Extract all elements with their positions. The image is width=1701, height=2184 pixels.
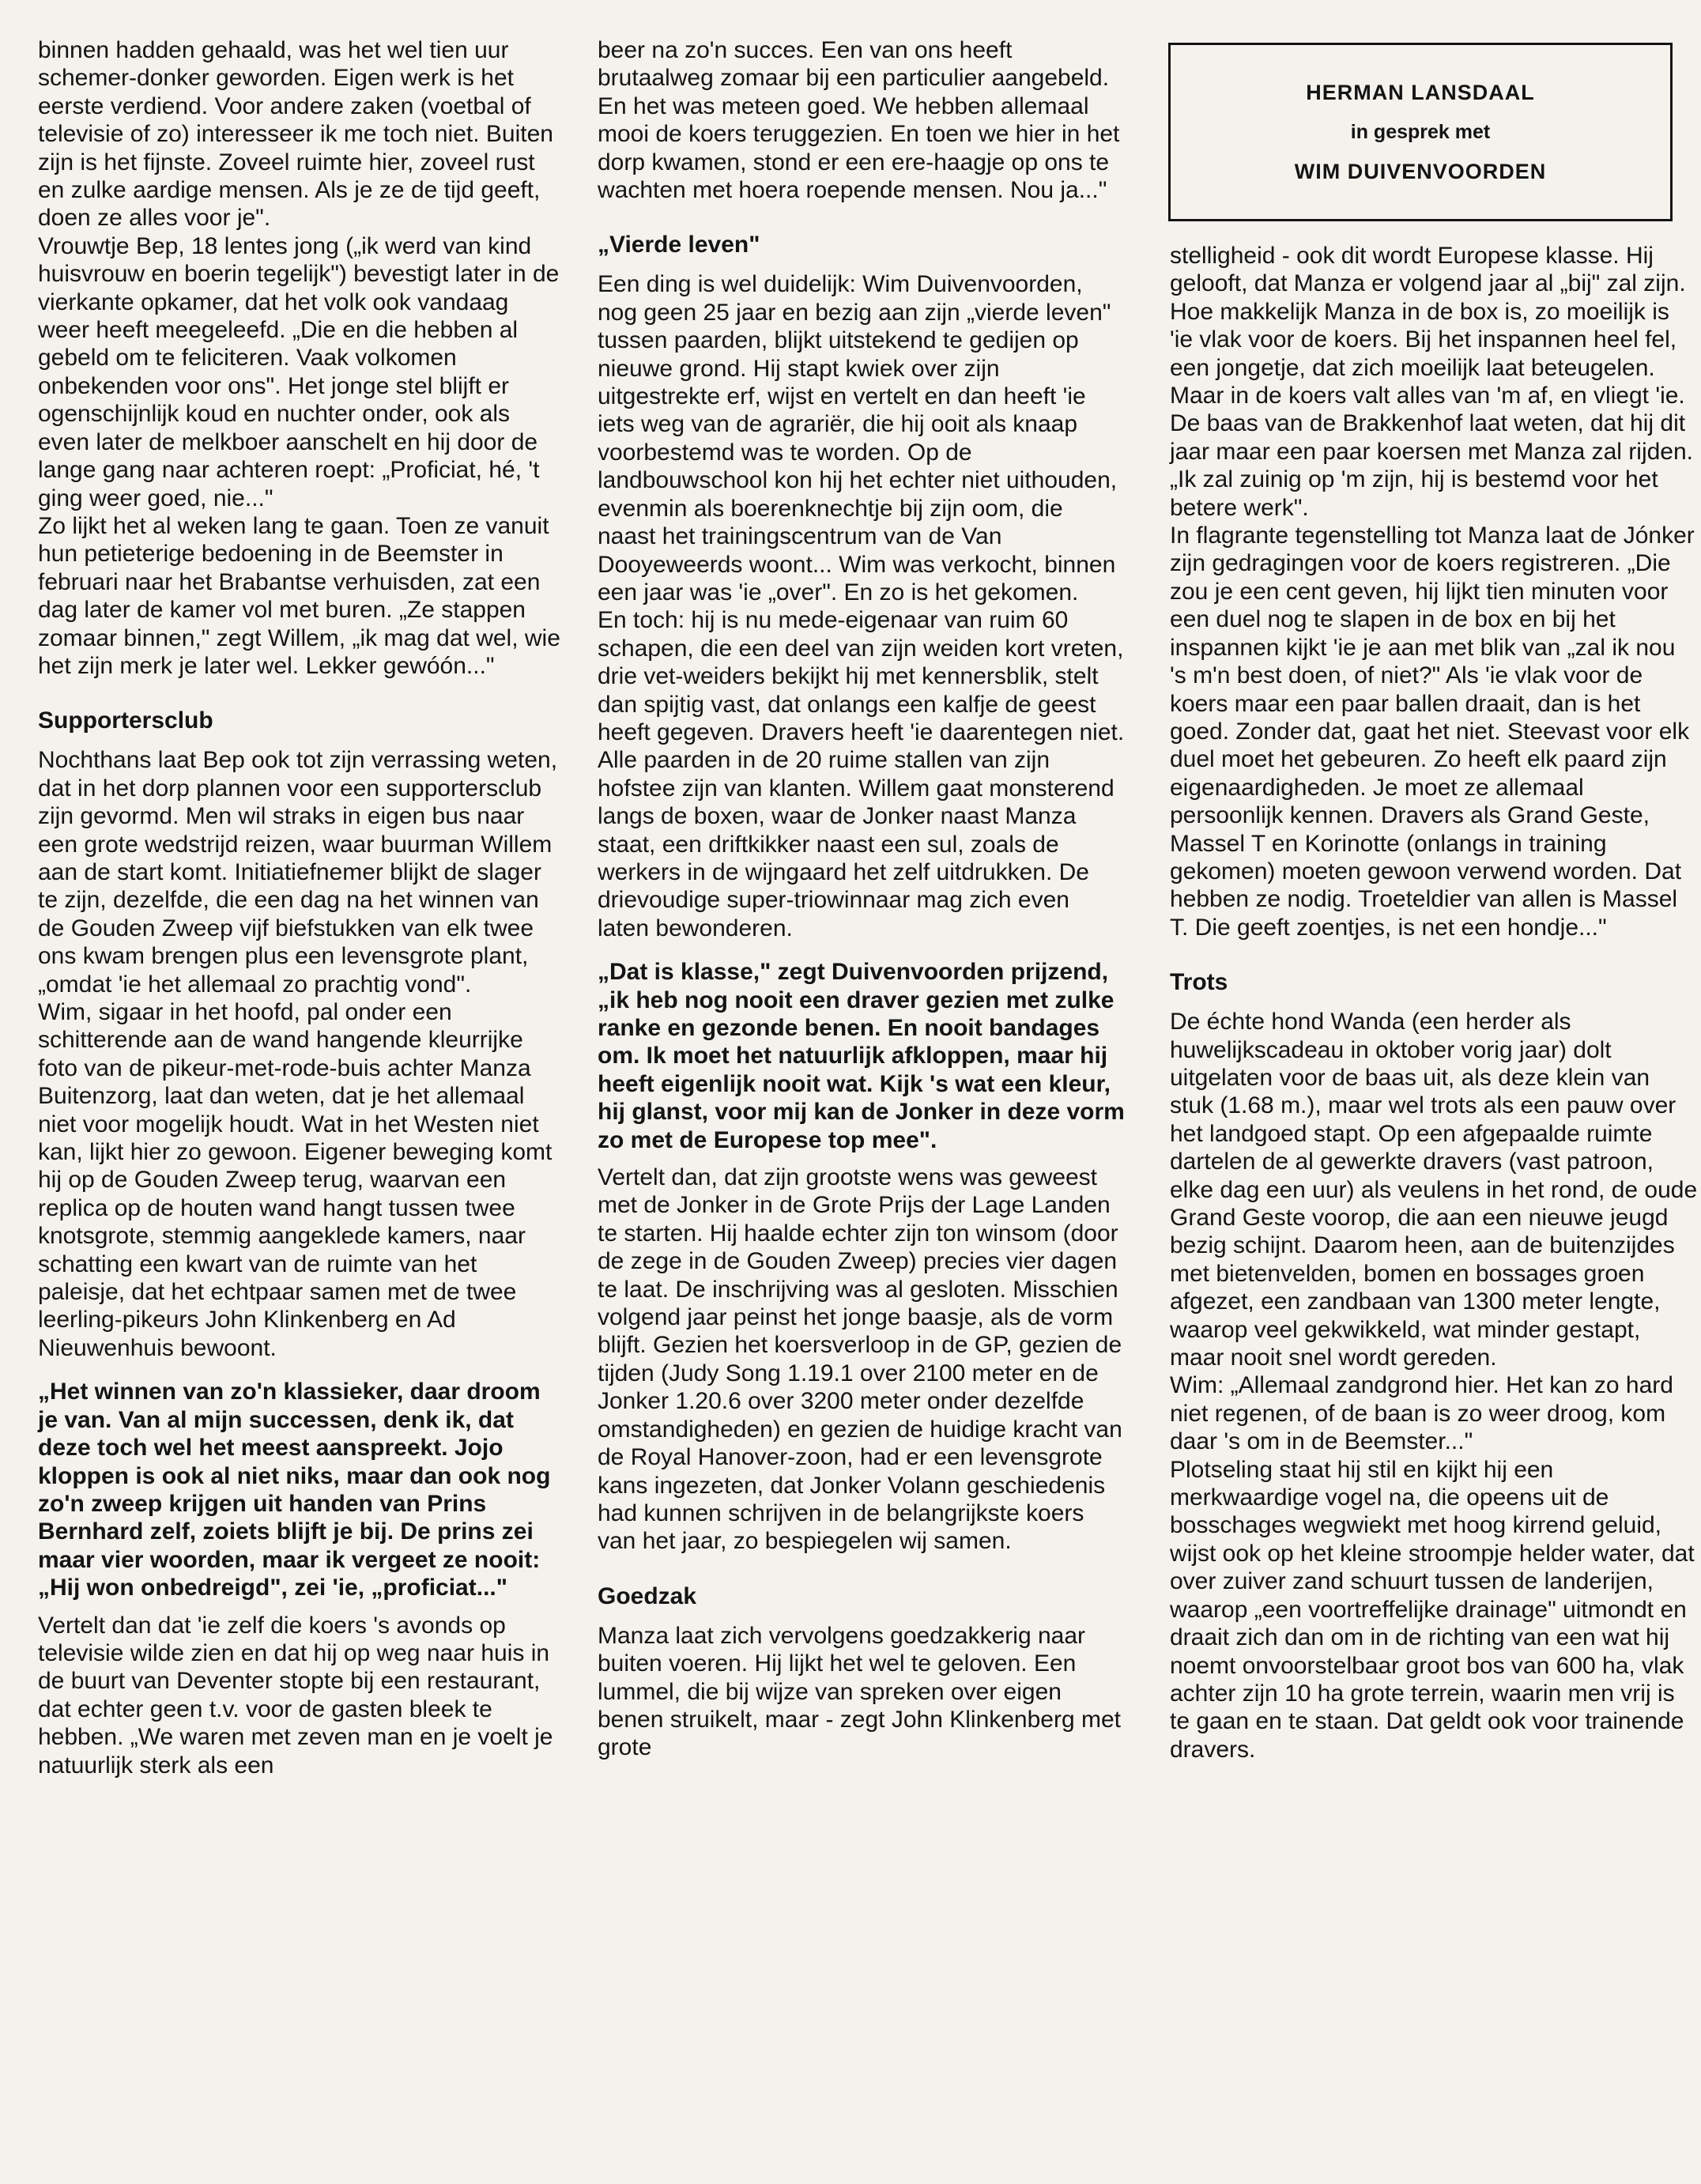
section-heading-goedzak: Goedzak bbox=[598, 1582, 697, 1609]
section-heading-vierde-leven: „Vierde leven" bbox=[598, 232, 760, 258]
paragraph: In flagrante tegenstelling tot Manza laat de Jónker zijn gedragingen voor de koers registreren. „Die zou je een cent geven, hij lijkt tien minuten voor een duel nog te slapen in de box en bij het inspannen kijkt 'ie je aan met blik van „zal ik nou 's m'n best doen, of niet?" Als 'ie vlak voor de koers maar een paar ballen draait, dan is het goed. Zonder dat, gaat het niet. Steevast voor elk duel moet het gebeuren. Zo heeft elk paard zijn eigenaardigheden. Je moet ze allemaal persoonlijk kennen. Dravers als Grand Geste, Massel T en Korinotte (onlangs in training gekomen) moeten gewoon verwend worden. Dat hebben ze nodig. Troeteldier van allen is Massel T. Die geeft zoentjes, is net een hondje..." bbox=[1170, 522, 1695, 941]
article-column-3 bbox=[1170, 242, 1698, 1763]
paragraph: En toch: hij is nu mede-eigenaar van ruim 60 schapen, die een deel van zijn weiden kort vreten, drie vet-weiders bekijkt hij met kennersblik, stelt dan spijtig vast, dat onlangs een kalfje de geest heeft gegeven. Dravers heeft 'ie daarentegen niet. Alle paarden in de 20 ruime stallen van zijn hofstee zijn van klanten. Willem gaat monsterend langs de boxen, waar de Jonker naast Manza staat, een driftkikker naast een sul, zoals de werkers in de wijngaard het zelf uitdrukken. De drievoudige super-triowinnaar mag zich even laten bewonderen. bbox=[598, 607, 1125, 941]
paragraph: De baas van de Brakkenhof laat weten, dat hij dit jaar maar een paar koersen met Manza zal rijden. „Ik zal zuinig op 'm zijn, hij is bestemd voor het betere werk". bbox=[1170, 410, 1693, 521]
interviewee-name: WIM DUIVENVOORDEN bbox=[1294, 160, 1547, 183]
article-title-box bbox=[1168, 43, 1673, 221]
paragraph: Vrouwtje Bep, 18 lentes jong („ik werd van kind huisvrouw en boerin tegelijk") bevestigt later in de vierkante opkamer, dat het volk ook vandaag weer heeft meegeleefd. „Die en die hebben al gebeld om te feliciteren. Vaak volkomen onbekenden voor ons". Het jonge stel blijft er ogenschijnlijk koud en nuchter onder, ook als even later de melkboer aanschelt en hij door de lange gang naar achteren roept: „Proficiat, hé, 't ging weer goed, nie..." bbox=[38, 232, 560, 511]
paragraph: Nochthans laat Bep ook tot zijn verrassing weten, dat in het dorp plannen voor een supportersclub zijn gevormd. Men wil straks in eigen bus naar een grote wedstrijd reizen, waar buurman Willem aan de start komt. Initiatiefnemer blijkt de slager te zijn, dezelfde, die een dag na het winnen van de Gouden Zweep vijf biefstukken van elk twee ons kwam brengen plus een levensgrote plant, „omdat 'ie het allemaal zo prachtig vond". bbox=[38, 747, 558, 998]
title-connector: in gesprek met bbox=[1350, 121, 1491, 143]
paragraph: Zo lijkt het al weken lang te gaan. Toen ze vanuit hun petieterige bedoening in de Beemster in februari naar het Brabantse verhuisden, zat een dag later de kamer vol met buren. „Ze stappen zomaar binnen," zegt Willem, „ik mag dat wel, wie het zijn merk je later wel. Lekker gewóón..." bbox=[38, 512, 560, 679]
section-heading-supportersclub: Supportersclub bbox=[38, 707, 213, 734]
paragraph: Hoe makkelijk Manza in de box is, zo moeilijk is 'ie vlak voor de koers. Bij het inspannen heel fel, een jongetje, dat zich moeilijk laat beteugelen. Maar in de koers valt alles van 'm af, en vliegt 'ie. bbox=[1170, 298, 1685, 409]
paragraph: De échte hond Wanda (een herder als huwelijkscadeau in oktober vorig jaar) dolt uitgelaten voor de baas uit, als deze klein van stuk (1.68 m.), maar wel trots als een pauw over het landgoed stapt. Op een afgepaalde ruimte dartelen de al gewerkte dravers (vast patroon, elke dag een uur) als veulens in het rond, de oude Grand Geste voorop, die aan een nieuwe jeugd bezig schijnt. Daarom heen, aan de buitenzijdes met bietenvelden, bomen en bossages groen afgezet, een zandbaan van 1300 meter lengte, waarop veel gekwikkeld, wat minder gestapt, maar nooit snel wordt gereden. bbox=[1170, 1009, 1698, 1371]
paragraph: Plotseling staat hij stil en kijkt hij een merkwaardige vogel na, die opeens uit de bosschages wegwiekt met hoog kirrend geluid, wijst ook op het kleine stroompje helder water, dat over zuiver zand schuurt tussen de landerijen, waarop „een voortreffelijke drainage" uitmondt en draait zich dan om in de richting van een wat hij noemt onvoorstelbaar groot bos van 600 ha, vlak achter zijn 10 ha grote terrein, waarin men vrij is te gaan en te staan. Dat geldt ook voor trainende dravers. bbox=[1170, 1456, 1695, 1763]
paragraph: Manza laat zich vervolgens goedzakkerig naar buiten voeren. Hij lijkt het wel te geloven. Een lummel, die bij wijze van spreken over eigen benen struikelt, maar - zegt John Klinkenberg met grote bbox=[598, 1622, 1122, 1761]
paragraph: Vertelt dan dat 'ie zelf die koers 's avonds op televisie wilde zien en dat hij op weg naar huis in de buurt van Deventer stopte bij een restaurant, dat echter geen t.v. voor de gasten bleek te hebben. „We waren met zeven man en je voelt je natuurlijk sterk als een bbox=[38, 1612, 553, 1779]
section-heading-trots: Trots bbox=[1170, 969, 1228, 996]
paragraph: Wim, sigaar in het hoofd, pal onder een schitterende aan de wand hangende kleurrijke foto van de pikeur-met-rode-buis achter Manza Buitenzorg, laat dan weten, dat je het allemaal niet voor mogelijk houdt. Wat in het Westen niet kan, lijkt hier zo gewoon. Eigener beweging komt hij op de Gouden Zweep terug, waarvan een replica op de houten wand hangt tussen twee knotsgrote, stemmig aangeklede kamers, naar schatting een kwart van de ruimte van het paleisje, dat het echtpaar samen met de twee leerling-pikeurs John Klinkenberg en Ad Nieuwenhuis bewoont. bbox=[38, 999, 553, 1361]
article-column-2 bbox=[598, 36, 1126, 1762]
paragraph: stelligheid - ook dit wordt Europese klasse. Hij gelooft, dat Manza er volgend jaar al „bij" zal zijn. bbox=[1170, 243, 1686, 297]
paragraph: Vertelt dan, dat zijn grootste wens was geweest met de Jonker in de Grote Prijs der Lage Landen te starten. Hij haalde echter zijn ton winsom (door de zege in de Gouden Zweep) precies vier dagen te laat. De inschrijving was al gesloten. Misschien volgend jaar peinst het jonge baasje, als de vorm blijft. Gezien het koersverloop in de GP, gezien de tijden (Judy Song 1.19.1 over 2100 meter en de Jonker 1.20.6 over 3200 meter onder dezelfde omstandigheden) en gezien de huidige kracht van de Royal Hanover-zoon, had er een levensgrote kans ingezeten, dat Jonker Volann geschiedenis had kunnen schrijven in de belangrijkste koers van het jaar, zo bespiegelen wij samen. bbox=[598, 1164, 1122, 1555]
bold-quote: „Het winnen van zo'n klassieker, daar droom je van. Van al mijn successen, denk ik, dat deze toch wel het meest aanspreekt. Jojo kloppen is ook al niet niks, maar dan ook nog zo'n zweep krijgen uit handen van Prins Bernhard zelf, zoiets blijft je bij. De prins zei maar vier woorden, maar ik vergeet ze nooit: „Hij won onbedreigd", zei 'ie, „proficiat..." bbox=[38, 1379, 551, 1601]
paragraph: Wim: „Allemaal zandgrond hier. Het kan zo hard niet regenen, of de baan is zo weer droog, kom daar 's om in de Beemster..." bbox=[1170, 1372, 1673, 1455]
paragraph: Een ding is wel duidelijk: Wim Duivenvoorden, nog geen 25 jaar en bezig aan zijn „vierde leven" tussen paarden, blijkt uitstekend te gedijen op nieuwe grond. Hij stapt kwiek over zijn uitgestrekte erf, wijst en vertelt en dan heeft 'ie iets weg van de agrariër, die hij ooit als knaap voorbestemd was te worden. Op de landbouwschool kon hij het echter niet uithouden, evenmin als boerenknechtje bij zijn oom, die naast het trainingscentrum van de Van Dooyeweerds woont... Wim was verkocht, binnen een jaar was 'ie „over". En zo is het gekomen. bbox=[598, 271, 1118, 605]
paragraph: beer na zo'n succes. Een van ons heeft brutaalweg zomaar bij een particulier aangebeld. En het was meteen goed. We hebben allemaal mooi de koers teruggezien. En toen we hier in het dorp kwamen, stond er een ere-haagje op ons te wachten met hoera roepende mensen. Nou ja..." bbox=[598, 37, 1120, 204]
bold-quote: „Dat is klasse," zegt Duivenvoorden prijzend, „ik heb nog nooit een draver gezien met zulke ranke en gezonde benen. En nooit bandages om. Ik moet het natuurlijk afkloppen, maar hij heeft eigenlijk nooit wat. Kijk 's wat een kleur, hij glanst, voor mij kan de Jonker in deze vorm zo met de Europese top mee". bbox=[598, 959, 1125, 1153]
author-name: HERMAN LANSDAAL bbox=[1306, 81, 1535, 104]
article-column-1 bbox=[38, 36, 566, 1779]
paragraph: binnen hadden gehaald, was het wel tien uur schemer-donker geworden. Eigen werk is het eerste verdiend. Voor andere zaken (voetbal of televisie of zo) interesseer ik me toch niet. Buiten zijn is het fijnste. Zoveel ruimte hier, zoveel rust en zulke aardige mensen. Als je ze de tijd geeft, doen ze alles voor je". bbox=[38, 37, 553, 232]
